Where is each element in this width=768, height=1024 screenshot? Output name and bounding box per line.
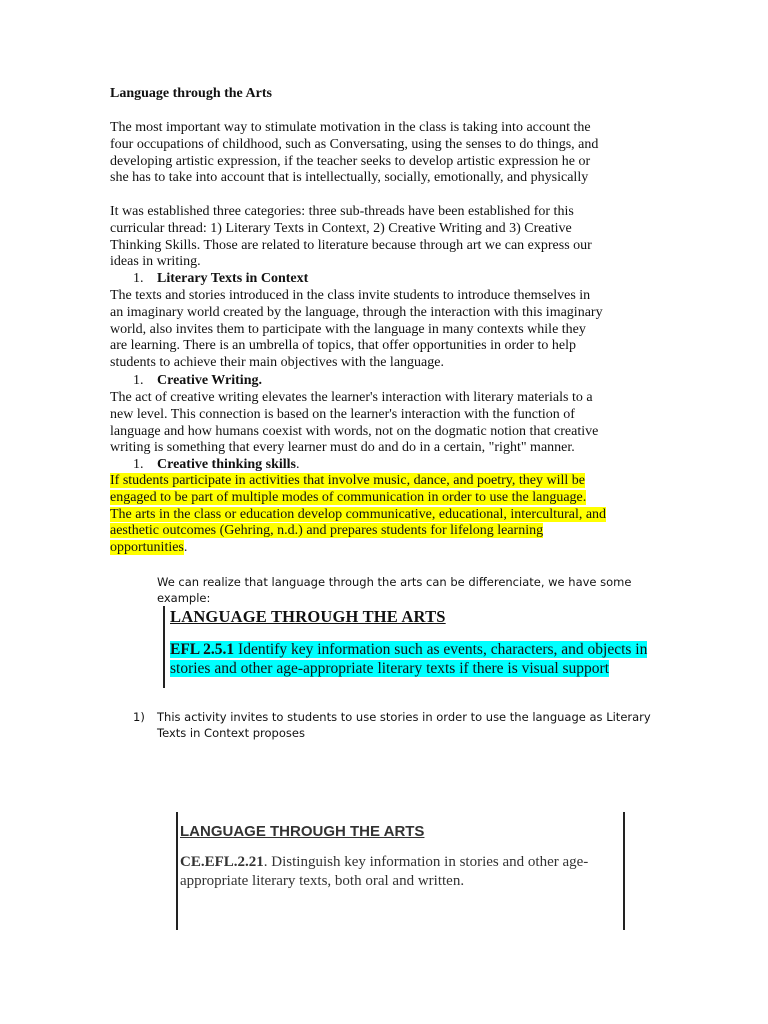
- section1-title: Literary Texts in Context: [157, 271, 309, 286]
- intro-paragraph: [110, 120, 658, 187]
- section1-line: The texts and stories introduced in the class invite students to introduce themselves in: [110, 288, 591, 303]
- intro-line: developing artistic expression, if the teacher seeks to develop artistic expression he or: [110, 153, 591, 169]
- box1-code: EFL 2.5.1: [170, 641, 235, 658]
- box1-title: LANGUAGE THROUGH THE ARTS: [170, 607, 446, 626]
- box2-code: CE.EFL.2.21: [180, 854, 264, 870]
- activity-line: This activity invites to students to use stories in order to use the language as Literary: [157, 710, 651, 724]
- categories-line: ideas in writing.: [110, 254, 201, 270]
- section3-paragraph: [110, 473, 658, 557]
- section3-title-period: .: [296, 457, 300, 472]
- section3-line: [110, 473, 658, 490]
- section3-heading: [157, 457, 300, 474]
- section2-line: new level. This connection is based on the learner's interaction with the function of: [110, 406, 575, 422]
- categories-line: Thinking Skills. Those are related to literature because through art we can express our: [110, 237, 592, 253]
- section2-number: 1.: [133, 373, 144, 388]
- section1-line: students to achieve their main objectives with the language.: [110, 355, 444, 371]
- box2-rule-left: [176, 812, 178, 930]
- section3-line: [110, 507, 658, 524]
- categories-paragraph: [110, 204, 658, 271]
- box1-line2: [170, 659, 647, 678]
- section1-line: an imaginary world created by the language, through the interaction with this imaginary: [110, 304, 603, 320]
- box2-line2: appropriate literary texts, both oral and written.: [180, 873, 465, 889]
- section3-line: [110, 540, 658, 557]
- box2-title: LANGUAGE THROUGH THE ARTS: [180, 823, 425, 840]
- activity-text: [157, 709, 651, 741]
- example-intro: [157, 574, 631, 606]
- box1-line1: [170, 640, 647, 659]
- box2-line1: [180, 853, 588, 872]
- highlighted-text: engaged to be part of multiple modes of communication in order to use the language.: [110, 489, 587, 505]
- highlighted-text: The arts in the class or education develop communicative, educational, intercultural, and: [110, 506, 607, 522]
- section3-line: [110, 490, 658, 507]
- box1-rule: [163, 606, 165, 688]
- categories-line: It was established three categories: three sub-threads have been established for this: [110, 204, 574, 219]
- example-intro-line: We can realize that language through the arts can be differenciate, we have some: [157, 575, 632, 589]
- section1-number: 1.: [133, 271, 144, 286]
- section3-final-period: .: [183, 540, 188, 556]
- box2-text: . Distinguish key information in stories and other age-: [263, 854, 589, 870]
- section2-paragraph: [110, 390, 658, 457]
- highlighted-text: aesthetic outcomes (Gehring, n.d.) and prepares students for lifelong learning: [110, 523, 544, 539]
- box1-text: Identify key information such as events, characters, and objects in: [234, 641, 648, 658]
- highlighted-text: opportunities: [110, 540, 184, 556]
- highlighted-text: If students participate in activities that involve music, dance, and poetry, they will be: [110, 473, 585, 488]
- section3-line: [110, 523, 658, 540]
- document-heading: Language through the Arts: [110, 86, 272, 101]
- section1-paragraph: [110, 288, 658, 372]
- section3-title: Creative thinking skills: [157, 457, 296, 472]
- activity-line: Texts in Context proposes: [157, 726, 305, 740]
- example-intro-line: example:: [157, 591, 211, 605]
- intro-line: she has to take into account that is intellectually, socially, emotionally, and physically: [110, 170, 589, 186]
- box1-content: [170, 640, 647, 678]
- intro-line: The most important way to stimulate motivation in the class is taking into account the: [110, 120, 591, 135]
- box1-text: stories and other age-appropriate literary texts if there is visual support: [170, 660, 610, 677]
- section1-line: are learning. There is an umbrella of topics, that offer opportunities in order to help: [110, 338, 577, 354]
- section3-number: 1.: [133, 457, 144, 472]
- box2-content: [180, 853, 588, 891]
- section2-title: Creative Writing.: [157, 373, 262, 388]
- section1-line: world, also invites them to participate with the language in many contexts while they: [110, 321, 586, 337]
- box2-rule-right: [623, 812, 625, 930]
- intro-line: four occupations of childhood, such as Conversating, using the senses to do things, and: [110, 136, 599, 152]
- categories-line: curricular thread: 1) Literary Texts in Context, 2) Creative Writing and 3) Creative: [110, 220, 572, 236]
- section2-line: writing is something that every learner must do and do in a certain, "right" manner.: [110, 440, 575, 456]
- activity-number: 1): [133, 710, 145, 724]
- section2-line: The act of creative writing elevates the learner's interaction with literary materials to a: [110, 390, 593, 405]
- section2-line: language and how humans coexist with words, not on the dogmatic notion that creative: [110, 423, 599, 439]
